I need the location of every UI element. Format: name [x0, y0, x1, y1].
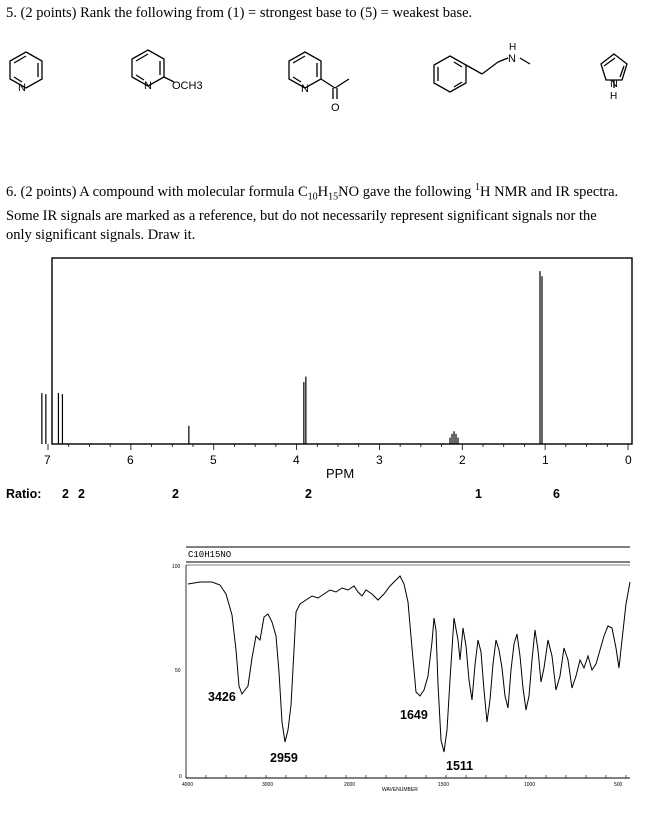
ir-y-tick-label: 0 [179, 774, 182, 780]
nmr-tick-labels [44, 453, 632, 467]
atom-label-h: H [610, 91, 618, 102]
ir-y-tick-label: 50 [175, 668, 181, 674]
ratio-row [0, 487, 652, 507]
ir-x-tick-label: 1500 [438, 782, 450, 788]
ratio-value: 2 [62, 487, 69, 501]
nmr-tick-label: 0 [625, 453, 632, 467]
atom-label-n: N [610, 78, 618, 90]
molecule-n-methyl-phenethylamine [434, 42, 530, 92]
ratio-value: 2 [305, 487, 312, 501]
nmr-spectrum [42, 258, 632, 481]
ir-annotation-1649: 1649 [400, 708, 428, 722]
ir-formula-label: C10H15NO [188, 550, 232, 560]
question-6-text: 6. (2 points) A compound with molecular formula $C_{10}H_{15}NO$ gave the following $^1$H NMR and IR spectra. Some IR signals are marked as a reference, but do not necessarily represent significant signals nor the only significant signals. Draw it. [6, 182, 619, 243]
ratio-label: Ratio: [6, 487, 42, 501]
atom-label-n: N [144, 80, 152, 92]
nmr-tick-label: 1 [542, 453, 549, 467]
ir-x-axis-label: WAVENUMBER [382, 787, 418, 793]
molecule-pyrrole [601, 54, 627, 102]
ir-spectrum [172, 547, 630, 793]
ratio-value: 2 [172, 487, 179, 501]
ratio-value: 6 [553, 487, 560, 501]
atom-label-o: O [331, 102, 340, 114]
question-5-text: 5. (2 points) Rank the following from (1) = strongest base to (5) = weakest base. [6, 5, 473, 21]
nmr-x-axis-label: PPM [326, 466, 355, 481]
ir-annotation-2959: 2959 [270, 751, 298, 765]
nmr-tick-label: 5 [210, 453, 217, 467]
atom-label-n: N [18, 82, 26, 94]
molecule-pyridine [10, 52, 42, 94]
atom-label-och3: OCH3 [172, 80, 203, 92]
atom-label-h: H [509, 42, 517, 53]
molecule-2-acetylpyridine [289, 52, 349, 114]
molecule-2-methoxypyridine [132, 50, 203, 92]
ir-annotation-1511: 1511 [446, 759, 474, 773]
nmr-peaks [42, 271, 542, 444]
ir-x-tick-label: 1000 [524, 782, 536, 788]
ir-y-tick-label: 100 [172, 564, 181, 570]
ir-annotation-3426: 3426 [208, 690, 236, 704]
ir-x-tick-label: 4000 [182, 782, 194, 788]
ir-y-tick-labels [172, 564, 182, 780]
ir-x-tick-label: 2000 [344, 782, 356, 788]
ir-trace [188, 576, 630, 752]
atom-label-n: N [508, 53, 516, 65]
nmr-tick-label: 3 [376, 453, 383, 467]
ir-x-tick-label: 500 [614, 782, 623, 788]
ratio-value: 1 [475, 487, 482, 501]
atom-label-n: N [301, 83, 309, 95]
nmr-tick-label: 7 [44, 453, 51, 467]
nmr-tick-label: 4 [293, 453, 300, 467]
ratio-value: 2 [78, 487, 85, 501]
nmr-tick-label: 6 [127, 453, 134, 467]
nmr-ticks [48, 444, 628, 450]
nmr-tick-label: 2 [459, 453, 466, 467]
nmr-frame [52, 258, 632, 444]
ir-x-tick-label: 3000 [262, 782, 274, 788]
